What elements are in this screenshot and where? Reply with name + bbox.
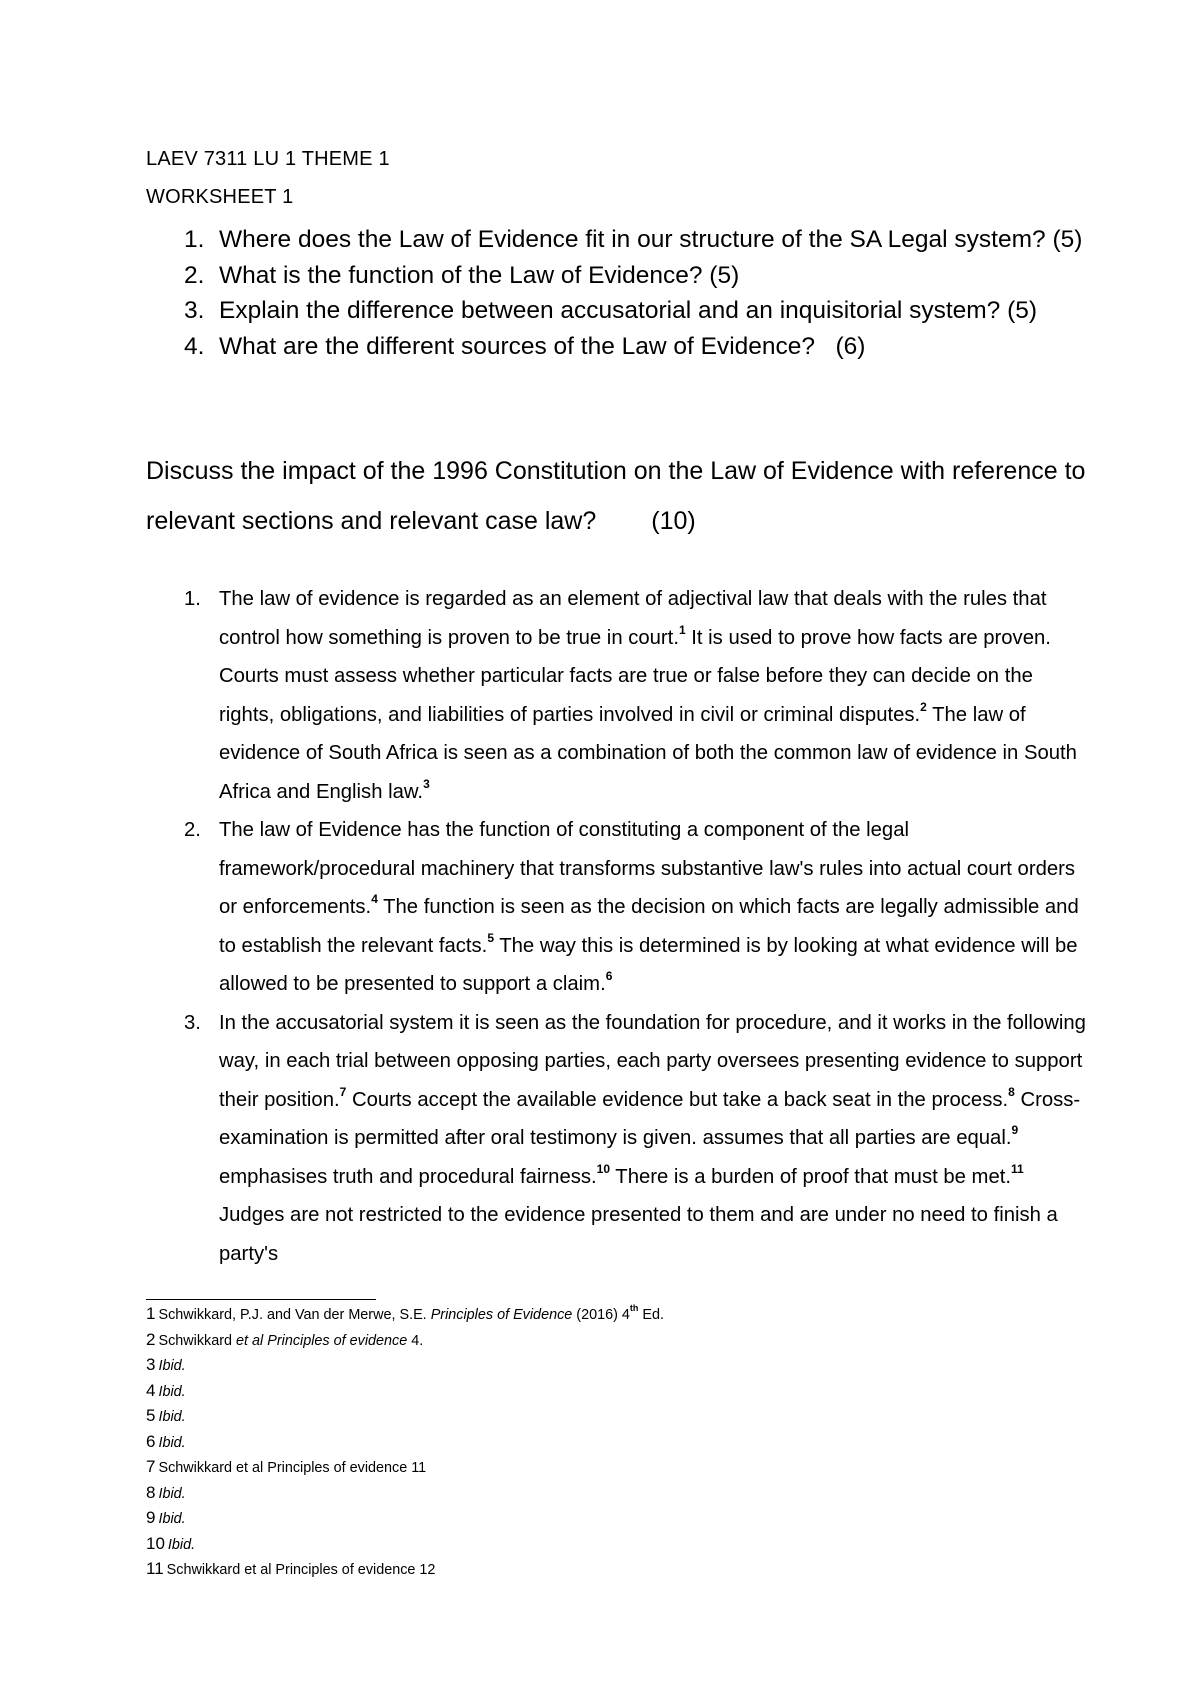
answer-item: [146, 1004, 1086, 1274]
footnote-number: 11: [146, 1559, 164, 1578]
footnote-reference: 8: [1008, 1084, 1015, 1099]
footnote-number: 8: [146, 1482, 156, 1502]
footnote-item: [146, 1328, 664, 1354]
answer-list: [146, 580, 1086, 1273]
text-run: The law of evidence is regarded as an element of adjectival law that deals with the rules that control how something is proven to be true in court.: [219, 588, 1047, 649]
text-run: The law of evidence of South Africa is seen as a combination of both the common law of evidence in South Africa and English law.: [219, 703, 1077, 803]
answer-number: 2.: [184, 819, 201, 841]
text-run: Judges are not restricted to the evidence presented to them and are under no need to finish a party's: [219, 1204, 1058, 1265]
answer-text: [219, 588, 1077, 803]
footnote-item: [146, 1353, 664, 1379]
answer-text: [219, 1012, 1086, 1265]
footnote-item: [146, 1302, 664, 1328]
footnote-item: [146, 1404, 664, 1430]
footnote-reference: 11: [1011, 1161, 1024, 1176]
question-number: 1.: [184, 226, 205, 253]
answer-item: [146, 580, 1086, 811]
answer-number: 1.: [184, 588, 201, 610]
footnote-list: [146, 1302, 664, 1583]
text-run: In the accusatorial system it is seen as the foundation for procedure, and it works in the following way, in each trial between opposing parties, each party oversees presenting evidence to support their position.: [219, 1011, 1086, 1111]
question-text: What is the function of the Law of Evidence? (5): [219, 261, 740, 289]
text-run: Cross-examination is permitted after oral testimony is given. assumes that all parties are equal.: [219, 1088, 1081, 1149]
text-run: Schwikkard: [158, 1332, 237, 1349]
text-run: Courts accept the available evidence but take a back seat in the process.: [346, 1088, 1009, 1111]
footnote-number: 2: [146, 1329, 156, 1349]
italic-text-run: Ibid.: [158, 1383, 186, 1400]
text-run: The way this is determined is by looking at what evidence will be allowed to be presented to support a claim.: [219, 934, 1078, 995]
footnote-item: [146, 1481, 664, 1507]
footnote-reference: th: [629, 1303, 639, 1314]
question-text: Where does the Law of Evidence fit in our structure of the SA Legal system? (5): [219, 226, 1083, 253]
footnote-number: 6: [146, 1431, 156, 1451]
course-heading: LAEV 7311 LU 1 THEME 1: [146, 148, 390, 170]
answer-item: [146, 811, 1086, 1004]
footnote-number: 7: [146, 1457, 156, 1476]
footnote-reference: 2: [920, 699, 927, 714]
question-text: Explain the difference between accusatorial and an inquisitorial system? (5): [219, 297, 1038, 324]
question-number: 2.: [184, 261, 205, 289]
text-run: It is used to prove how facts are proven. Courts must assess whether particular facts are true or false before they can decide on the rights, obligations, and liabilities of parties involved in civil or criminal disputes.: [219, 626, 1051, 726]
footnote-number: 9: [146, 1508, 156, 1527]
footnote-reference: 10: [596, 1161, 611, 1176]
question-number: 3.: [184, 297, 205, 324]
footnote-number: 3: [146, 1355, 156, 1374]
question-text: What are the different sources of the Law of Evidence? (6): [219, 332, 866, 360]
footnote-item: [146, 1532, 664, 1558]
italic-text-run: Ibid.: [158, 1358, 186, 1374]
footnote-number: 4: [146, 1380, 156, 1400]
text-run: There is a burden of proof that must be met.: [610, 1165, 1011, 1188]
footnote-reference: 3: [423, 776, 430, 791]
italic-text-run: Ibid.: [158, 1409, 186, 1425]
italic-text-run: et al Principles of evidence: [236, 1332, 408, 1349]
question-number: 4.: [184, 332, 205, 360]
text-run: Schwikkard et al Principles of evidence 12: [166, 1562, 436, 1578]
text-run: (2016) 4: [572, 1307, 630, 1323]
text-run: The law of Evidence has the function of constituting a component of the legal framework/procedural machinery that transforms substantive law's rules into actual court orders or enforcements.: [219, 819, 1076, 918]
footnote-reference: 7: [339, 1084, 347, 1099]
footnote-number: 5: [146, 1406, 156, 1425]
footnote-item: [146, 1557, 664, 1583]
worksheet-heading: WORKSHEET 1: [146, 186, 294, 208]
footnote-item: [146, 1430, 664, 1456]
question-list: [146, 222, 1096, 364]
footnote-reference: 5: [487, 930, 494, 945]
italic-text-run: Ibid.: [167, 1536, 196, 1553]
italic-text-run: Ibid.: [158, 1434, 186, 1451]
italic-text-run: Ibid.: [158, 1511, 186, 1527]
discussion-marks: (10): [651, 507, 696, 535]
discussion-text: Discuss the impact of the 1996 Constitution on the Law of Evidence with reference to relevant sections and relevant case law?: [146, 457, 1086, 535]
text-run: emphasises truth and procedural fairness.: [219, 1165, 597, 1188]
footnote-item: [146, 1506, 664, 1532]
footnote-reference: 9: [1011, 1123, 1019, 1138]
footnote-item: [146, 1379, 664, 1405]
question-item: [146, 329, 1096, 365]
question-item: [146, 258, 1096, 294]
footnote-number: 10: [146, 1533, 165, 1553]
italic-text-run: Principles of Evidence: [430, 1307, 573, 1323]
text-run: Schwikkard et al Principles of evidence 11: [158, 1460, 427, 1476]
question-item: [146, 222, 1096, 258]
footnote-reference: 4: [371, 892, 378, 907]
footnote-reference: 6: [605, 969, 613, 984]
answer-number: 3.: [184, 1011, 201, 1034]
discussion-question: [146, 446, 1106, 546]
text-run: Ed.: [638, 1307, 664, 1323]
answer-text: [219, 819, 1079, 995]
footnote-separator: [146, 1299, 376, 1300]
text-run: Schwikkard, P.J. and Van der Merwe, S.E.: [158, 1307, 431, 1323]
text-run: The function is seen as the decision on which facts are legally admissible and to establish the relevant facts.: [219, 896, 1079, 957]
italic-text-run: Ibid.: [158, 1485, 186, 1502]
footnote-number: 1: [146, 1304, 156, 1323]
question-item: [146, 293, 1096, 329]
footnote-item: [146, 1455, 664, 1481]
text-run: 4.: [407, 1332, 424, 1349]
footnote-reference: 1: [678, 622, 686, 637]
